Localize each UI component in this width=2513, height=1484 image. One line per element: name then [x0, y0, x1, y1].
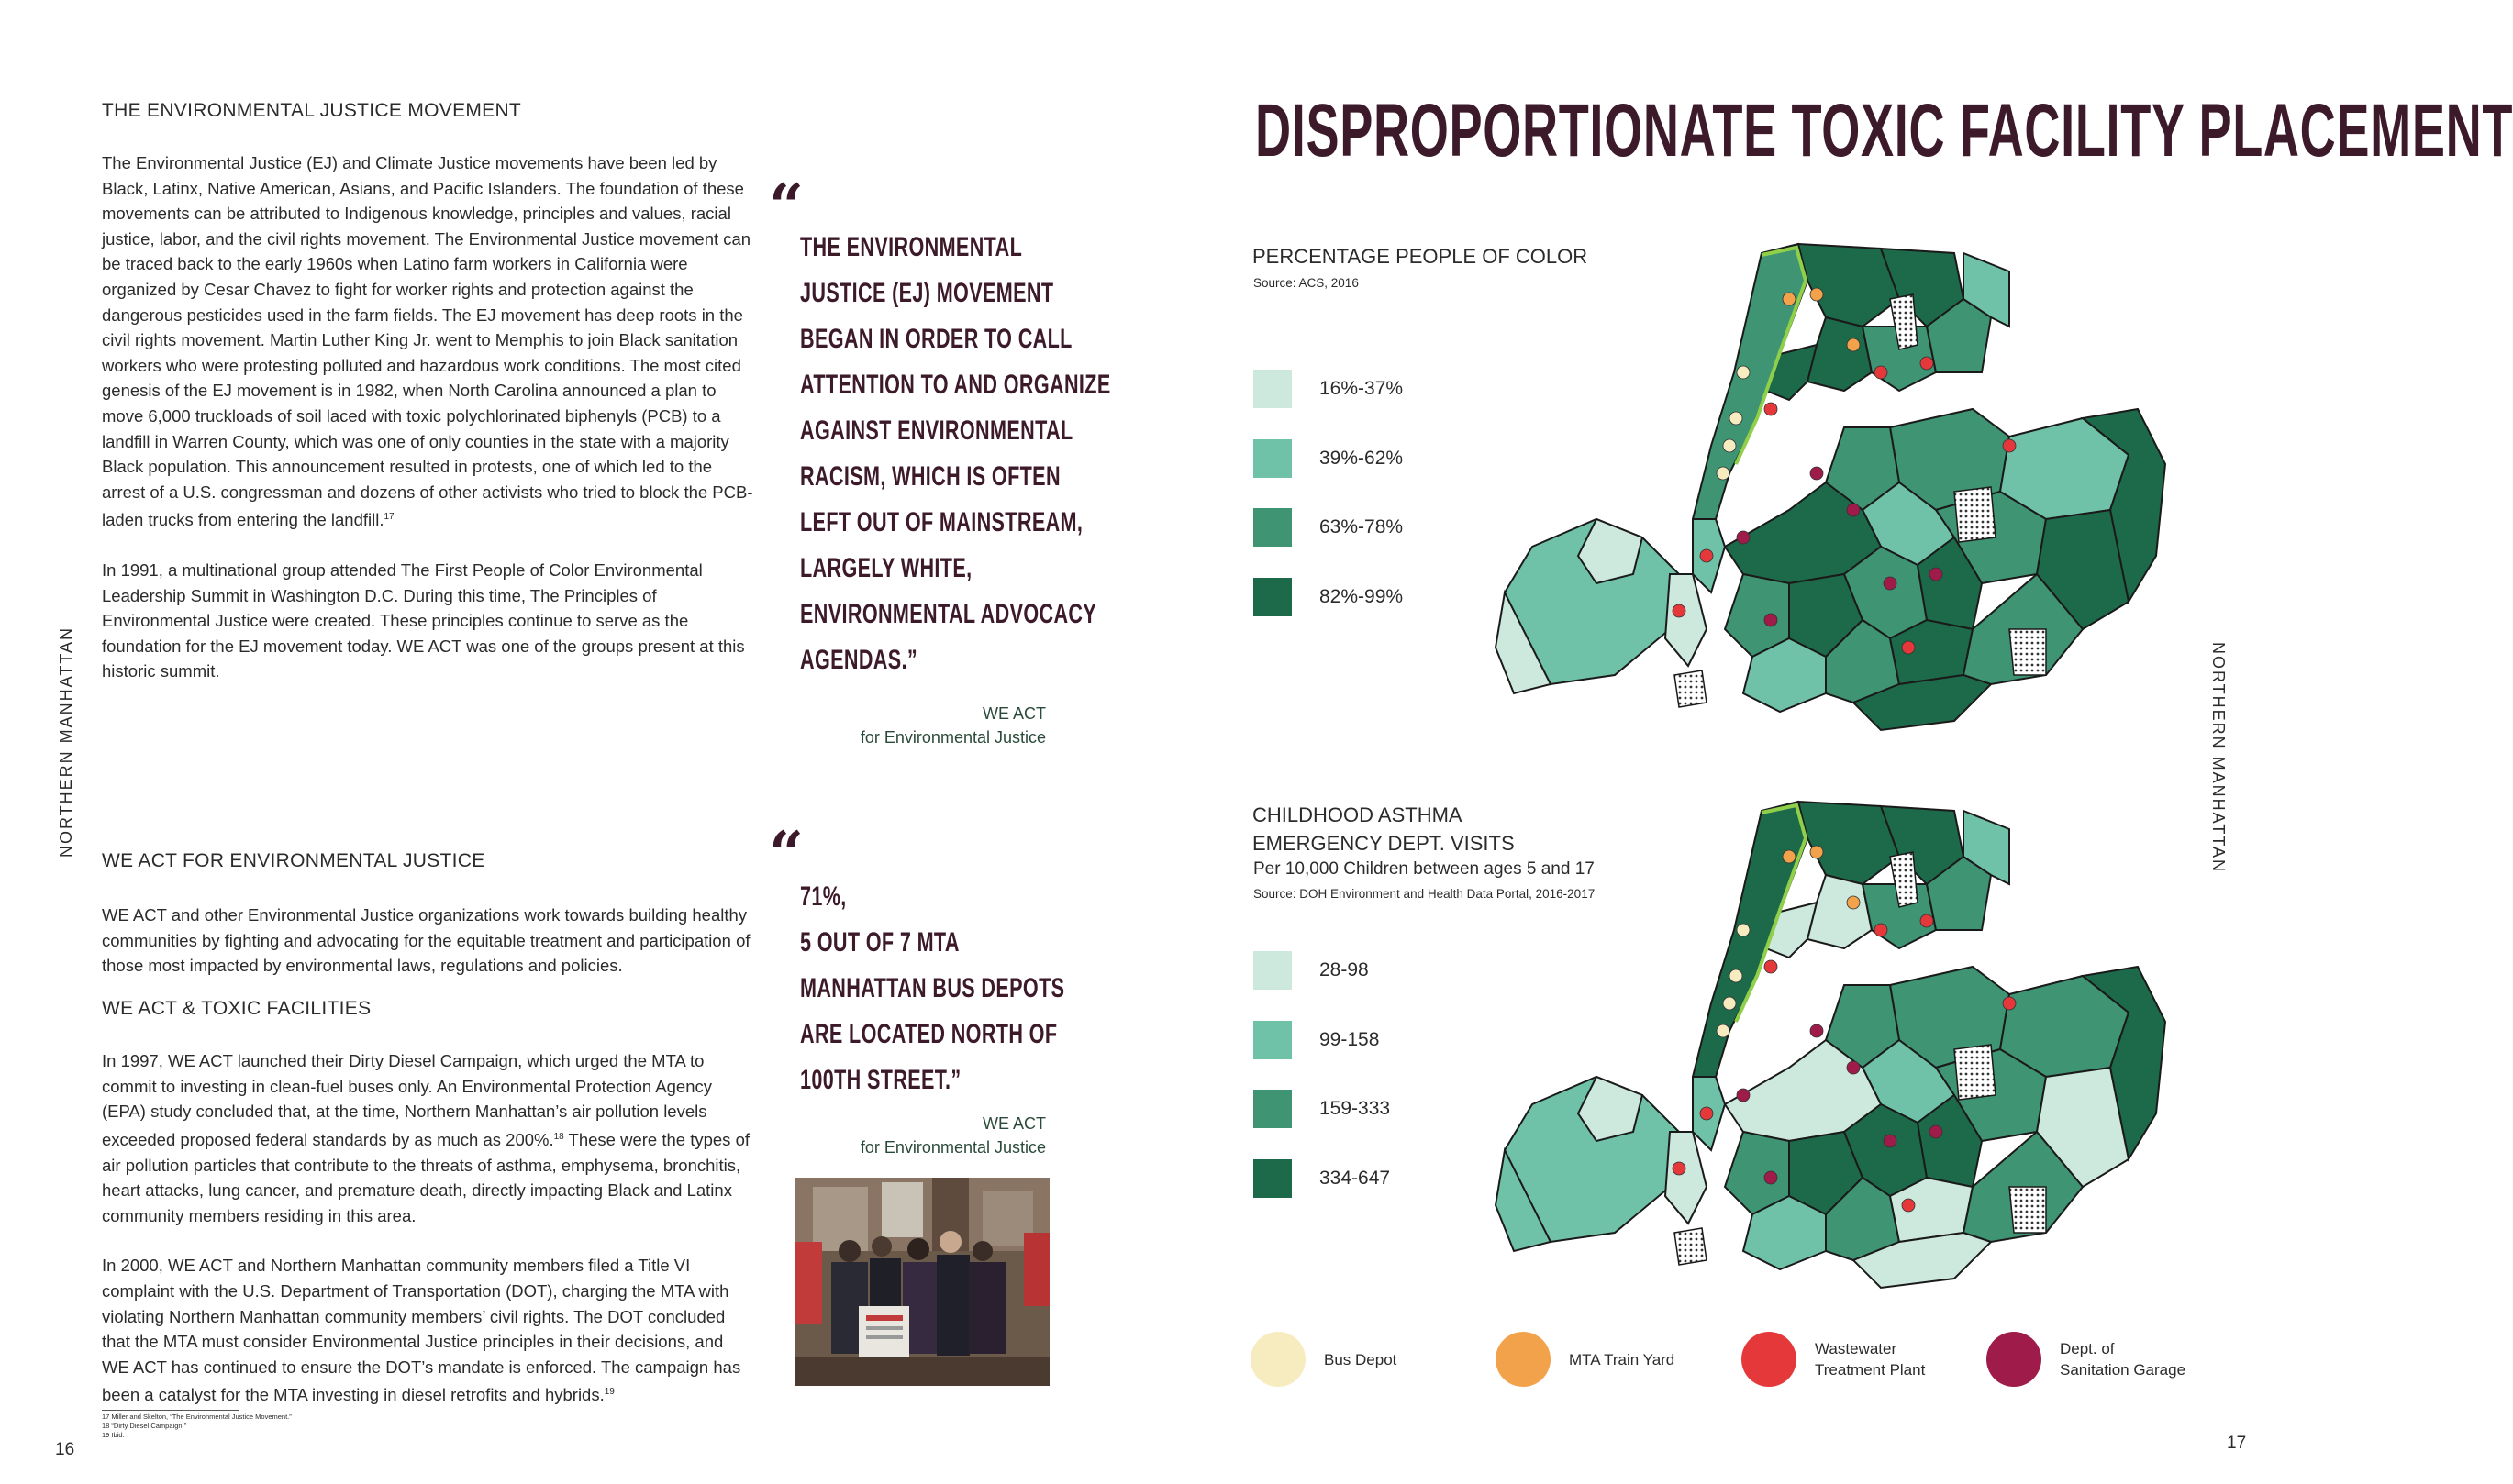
quote-line: 5 OUT OF 7 MTA	[800, 927, 960, 958]
facility-marker	[1737, 366, 1750, 379]
legend-label: 63%-78%	[1319, 516, 1404, 537]
legend-swatch	[1253, 508, 1292, 547]
facility-marker	[1929, 1125, 1942, 1138]
map2-legend-item	[1253, 951, 1369, 990]
park-area	[1954, 1045, 1996, 1100]
quote-line: LARGELY WHITE,	[800, 553, 973, 583]
side-label-left: NORTHERN MANHATTAN	[57, 626, 75, 858]
facility-marker	[1764, 1171, 1777, 1184]
quote-mark-2: “	[769, 818, 804, 890]
map1-source: Source: ACS, 2016	[1253, 276, 1359, 290]
ej-movement-paragraph-2: In 1991, a multinational group attended The First People of Color Environmental Leadership Summit in Washington D.C. During this time, The Principles of Environmental Justice were created. These principles continue to serve as the foundation for the EJ movement today. WE ACT was one of the groups present at this historic summit.	[102, 560, 745, 681]
facility-marker	[1810, 1024, 1823, 1037]
pull-quote-1	[800, 225, 1196, 683]
facility-marker	[1717, 467, 1729, 480]
facility-marker	[1737, 924, 1750, 936]
facility-marker	[1810, 467, 1823, 480]
toxic-facilities-paragraph-2: In 2000, WE ACT and Northern Manhattan community members filed a Title VI complaint with the U.S. Department of Transportation (DOT), charging the MTA with violating Northern Manhattan community members’ civil rights. The DOT concluded that the MTA must consider Environmental Justice principles in their decisions, and WE ACT has continued to ensure the DOT’s mandate is enforced. The campaign has been a catalyst for the MTA investing in diesel retrofits and hybrids.$^{19}$	[102, 1256, 741, 1405]
facility-marker	[1673, 1162, 1685, 1175]
quote-line: AGAINST ENVIRONMENTAL	[800, 415, 1073, 446]
ej-movement-body	[102, 150, 755, 684]
park-area	[2009, 629, 2046, 675]
legend-swatch	[1253, 1021, 1292, 1059]
legend-swatch	[1253, 951, 1292, 990]
legend-swatch	[1253, 370, 1292, 408]
section-title-toxic-facilities: WE ACT & TOXIC FACILITIES	[102, 998, 372, 1019]
map2-nyc-choropleth	[1496, 802, 2174, 1306]
quote-2-attribution: WE ACT for Environmental Justice	[860, 1114, 1046, 1157]
quote-line: ARE LOCATED NORTH OF	[800, 1019, 1058, 1049]
facility-marker	[1884, 1135, 1896, 1147]
map1-legend-item	[1253, 578, 1403, 616]
key-bus-depot: Bus Depot	[1251, 1332, 1396, 1387]
facility-marker	[1729, 969, 1742, 982]
we-act-body: WE ACT and other Environmental Justice organizations work towards building healthy communities by fighting and advocating for the equitable treatment and participation of those most impacted by environmental laws, regulations and policies.	[102, 905, 751, 976]
quote-line: LEFT OUT OF MAINSTREAM,	[800, 507, 1084, 537]
map1-title: PERCENTAGE PEOPLE OF COLOR	[1252, 245, 1588, 268]
map1-legend-item	[1253, 439, 1403, 478]
quote-line: MANHATTAN BUS DEPOTS	[800, 973, 1065, 1003]
facility-marker	[1783, 850, 1796, 863]
quote-line: ENVIRONMENTAL ADVOCACY	[800, 599, 1097, 629]
ej-movement-paragraph-1: The Environmental Justice (EJ) and Climate Justice movements have been led by Black, Latinx, Native American, Asians, and Pacific Islanders. The foundation of these movements can be attributed to Indigenous knowledge, principles and values, racial justice, labor, and the civil rights movement. The Environmental Justice movement can be traced back to the early 1960s when Latino farm workers in California were organized by Cesar Chavez to fight for worker rights and protection against the dangerous pesticides used in the farm fields. The EJ movement has deep roots in the civil rights movement. Martin Luther King Jr. went to Memphis to join Black sanitation workers who were protesting polluted and hazardous work conditions. The most cited genesis of the EJ movement is in 1982, when North Carolina announced a plan to move 6,000 truckloads of soil laced with toxic polychlorinated biphenyls (PCB) to a landfill in Warren County, which was one of only counties in the state with a majority Black population. This announcement resulted in protests, one of which led to the arrest of a U.S. congressman and dozens of other activists who tried to block the PCB-laden trucks from entering the landfill.$^{17}$	[102, 153, 753, 530]
quote-line: ATTENTION TO AND ORGANIZE	[800, 370, 1111, 400]
pull-quote-2	[800, 874, 1130, 1103]
protest-photo	[795, 1178, 1050, 1386]
map2-subtitle: Per 10,000 Children between ages 5 and 17	[1253, 859, 1595, 879]
map2-legend-item	[1253, 1021, 1379, 1059]
train-yard-dot	[1496, 1332, 1551, 1387]
page-number-right: 17	[2227, 1434, 2247, 1453]
quote-mark-1: “	[769, 171, 804, 242]
map2-legend-item	[1253, 1090, 1390, 1128]
facility-marker	[1920, 914, 1933, 927]
facility-marker	[1700, 1107, 1713, 1120]
page-number-left: 16	[55, 1440, 75, 1459]
facility-marker	[1737, 1089, 1750, 1102]
legend-label: 16%-37%	[1319, 378, 1404, 399]
footnote-divider	[102, 1410, 239, 1411]
map2-legend-item	[1253, 1159, 1390, 1198]
facility-marker	[1810, 846, 1823, 858]
facility-marker	[1847, 1061, 1860, 1074]
map2-title: CHILDHOOD ASTHMA EMERGENCY DEPT. VISITS	[1252, 803, 1515, 855]
key-wastewater-plant: Wastewater Treatment Plant	[1741, 1332, 1925, 1387]
legend-label: 99-158	[1319, 1029, 1380, 1050]
facility-marker	[2003, 997, 2016, 1010]
quote-1-attribution: WE ACT for Environmental Justice	[860, 704, 1046, 747]
toxic-facilities-body	[102, 1048, 755, 1408]
key-mta-train-yard: MTA Train Yard	[1496, 1332, 1674, 1387]
legend-label: 82%-99%	[1319, 586, 1404, 607]
quote-line: AGENDAS.”	[800, 645, 918, 675]
facility-marker	[1673, 604, 1685, 617]
facility-marker	[1723, 997, 1736, 1010]
protest-photo-illustration	[795, 1178, 1050, 1386]
park-area	[1674, 1228, 1707, 1265]
facility-marker	[1847, 896, 1860, 909]
park-area	[1674, 670, 1707, 707]
map2-source: Source: DOH Environment and Health Data Portal, 2016-2017	[1253, 887, 1596, 901]
legend-swatch	[1253, 439, 1292, 478]
park-area	[1954, 487, 1996, 542]
quote-line: 71%,	[800, 881, 847, 912]
sanitation-dot	[1986, 1332, 2041, 1387]
legend-label: 159-333	[1319, 1098, 1391, 1119]
facility-marker	[1764, 403, 1777, 415]
quote-line: THE ENVIRONMENTAL	[800, 232, 1023, 262]
map-district	[1665, 1132, 1707, 1224]
footnotes: 17 Miller and Skelton, “The Environmental Justice Movement.” 18 “Dirty Diesel Campaign.” 19 Ibid.	[102, 1412, 292, 1439]
facility-marker	[1764, 960, 1777, 973]
quote-line: BEGAN IN ORDER TO CALL	[800, 324, 1073, 354]
quote-line: RACISM, WHICH IS OFTEN	[800, 461, 1061, 492]
facility-marker	[1874, 366, 1887, 379]
legend-swatch	[1253, 1159, 1292, 1198]
toxic-facilities-paragraph-1: In 1997, WE ACT launched their Dirty Diesel Campaign, which urged the MTA to commit to investing in clean-fuel buses only. An Environmental Protection Agency (EPA) study concluded that, at the time, Northern Manhattan’s air pollution levels exceeded proposed federal standards by as much as 200%.$^{18}$ These were the types of air pollution particles that contribute to the threats of asthma, emphysema, bronchitis, heart attacks, lung cancer, and premature death, directly impacting Black and Latinx community members residing in this area.	[102, 1051, 750, 1225]
facility-marker	[1902, 1199, 1915, 1212]
quote-line: 100TH STREET.”	[800, 1065, 962, 1095]
legend-label: 334-647	[1319, 1168, 1391, 1189]
facility-marker	[1902, 641, 1915, 654]
facility-marker	[1717, 1024, 1729, 1037]
bus-depot-dot	[1251, 1332, 1306, 1387]
park-area	[2009, 1187, 2046, 1233]
map1-legend-item	[1253, 370, 1403, 408]
facility-marker	[1810, 288, 1823, 301]
section-title-ej-movement: THE ENVIRONMENTAL JUSTICE MOVEMENT	[102, 100, 522, 121]
facility-marker	[1737, 531, 1750, 544]
facility-marker	[1783, 293, 1796, 305]
facility-marker	[1729, 412, 1742, 425]
facility-marker	[2003, 439, 2016, 452]
legend-swatch	[1253, 1090, 1292, 1128]
quote-line: JUSTICE (EJ) MOVEMENT	[800, 278, 1054, 308]
facility-marker	[1929, 568, 1942, 581]
facility-marker	[1920, 357, 1933, 370]
wastewater-dot	[1741, 1332, 1796, 1387]
side-label-right: NORTHERN MANHATTAN	[2209, 642, 2228, 873]
legend-label: 39%-62%	[1319, 448, 1404, 469]
page-title: DISPROPORTIONATE TOXIC FACILITY PLACEMENT	[1255, 89, 2513, 172]
facility-marker	[1700, 549, 1713, 562]
legend-swatch	[1253, 578, 1292, 616]
facility-marker	[1764, 614, 1777, 626]
facility-marker	[1847, 338, 1860, 351]
map1-legend-item	[1253, 508, 1403, 547]
key-sanitation-garage: Dept. of Sanitation Garage	[1986, 1332, 2185, 1387]
facility-marker	[1723, 439, 1736, 452]
legend-label: 28-98	[1319, 959, 1369, 980]
facility-marker	[1874, 924, 1887, 936]
map-district	[1665, 574, 1707, 666]
section-title-we-act: WE ACT FOR ENVIRONMENTAL JUSTICE	[102, 850, 485, 871]
map1-nyc-choropleth	[1496, 244, 2174, 748]
facility-marker	[1884, 577, 1896, 590]
facility-marker	[1847, 504, 1860, 516]
